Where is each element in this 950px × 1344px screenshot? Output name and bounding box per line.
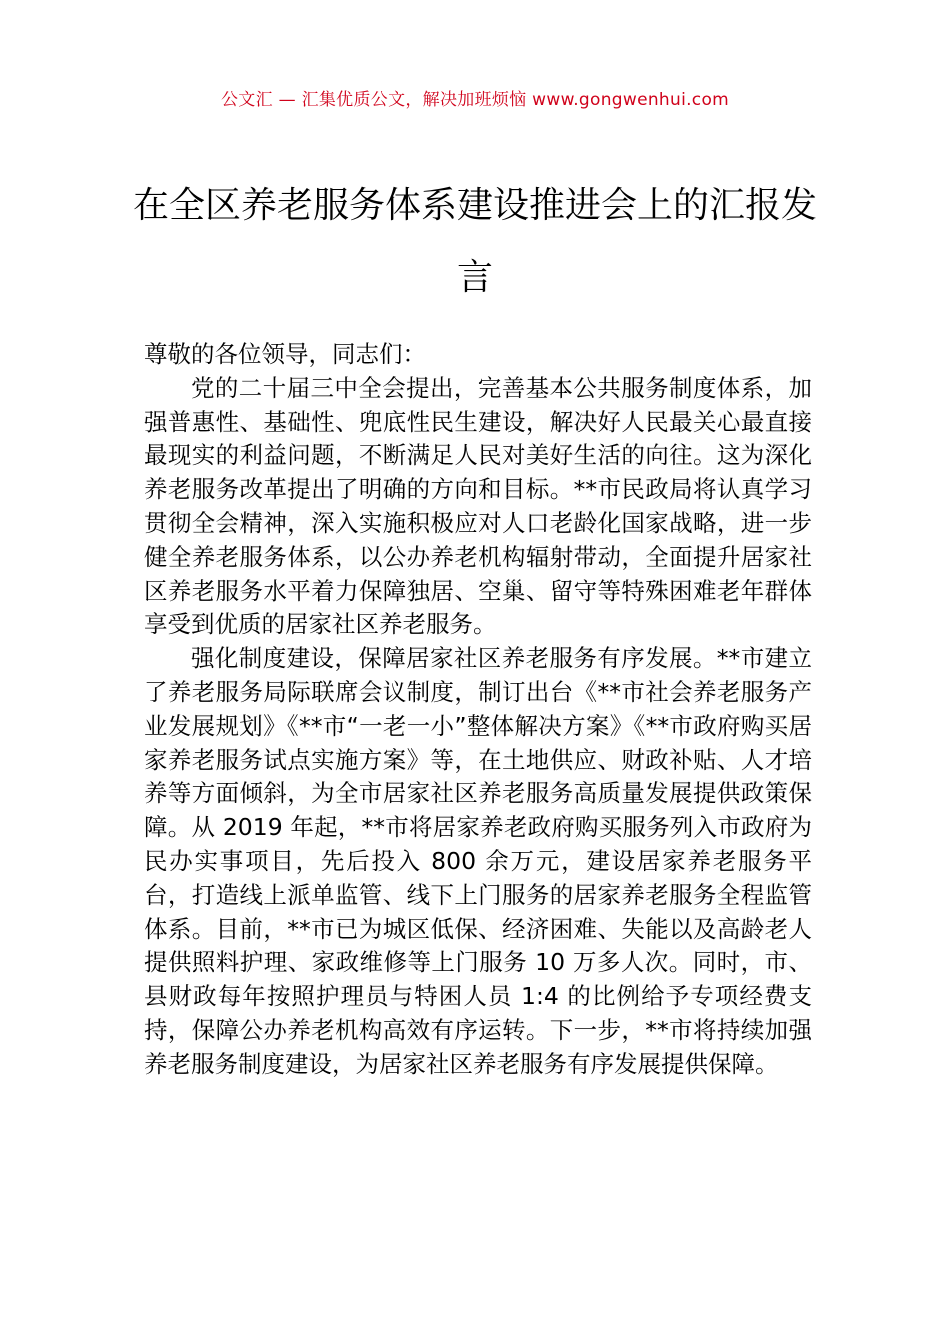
site-header-banner: 公文汇 — 汇集优质公文，解决加班烦恼 www.gongwenhui.com xyxy=(220,90,730,110)
paragraph-2: 强化制度建设，保障居家社区养老服务有序发展。**市建立了养老服务局际联席会议制度，制订出台《**市社会养老服务产业发展规划》《**市“一老一小”整体解决方案》《**市政府购买居家养老服务试点实施方案》等，在土地供应、财政补贴、人才培养等方面倾斜，为全市居家社区养老服务高质量发展提供政策保障。从 2019 年起，**市将居家养老政府购买服务列入市政府为民办实事项目，先后投入 800 余万元，建设居家养老服务平台，打造线上派单监管、线下上门服务的居家养老服务全程监管体系。目前，**市已为城区低保、经济困难、失能以及高龄老人提供照料护理、家政维修等上门服务 10 万多人次。同时，市、县财政每年按照护理员与特困人员 1:4 的比例给予专项经费支持，保障公办养老机构高效有序运转。下一步，**市将持续加强养老服务制度建设，为居家社区养老服务有序发展提供保障。 xyxy=(144,644,812,1078)
document-body xyxy=(144,338,812,1082)
paragraph-1: 党的二十届三中全会提出，完善基本公共服务制度体系，加强普惠性、基础性、兜底性民生建设，解决好人民最关心最直接最现实的利益问题，不断满足人民对美好生活的向往。这为深化养老服务改革提出了明确的方向和目标。**市民政局将认真学习贯彻全会精神，深入实施积极应对人口老龄化国家战略，进一步健全养老服务体系，以公办养老机构辐射带动，全面提升居家社区养老服务水平着力保障独居、空巢、留守等特殊困难老年群体享受到优质的居家社区养老服务。 xyxy=(144,373,812,639)
salutation: 尊敬的各位领导，同志们： xyxy=(144,340,426,368)
document-title: 在全区养老服务体系建设推进会上的汇报发言 xyxy=(132,185,817,298)
